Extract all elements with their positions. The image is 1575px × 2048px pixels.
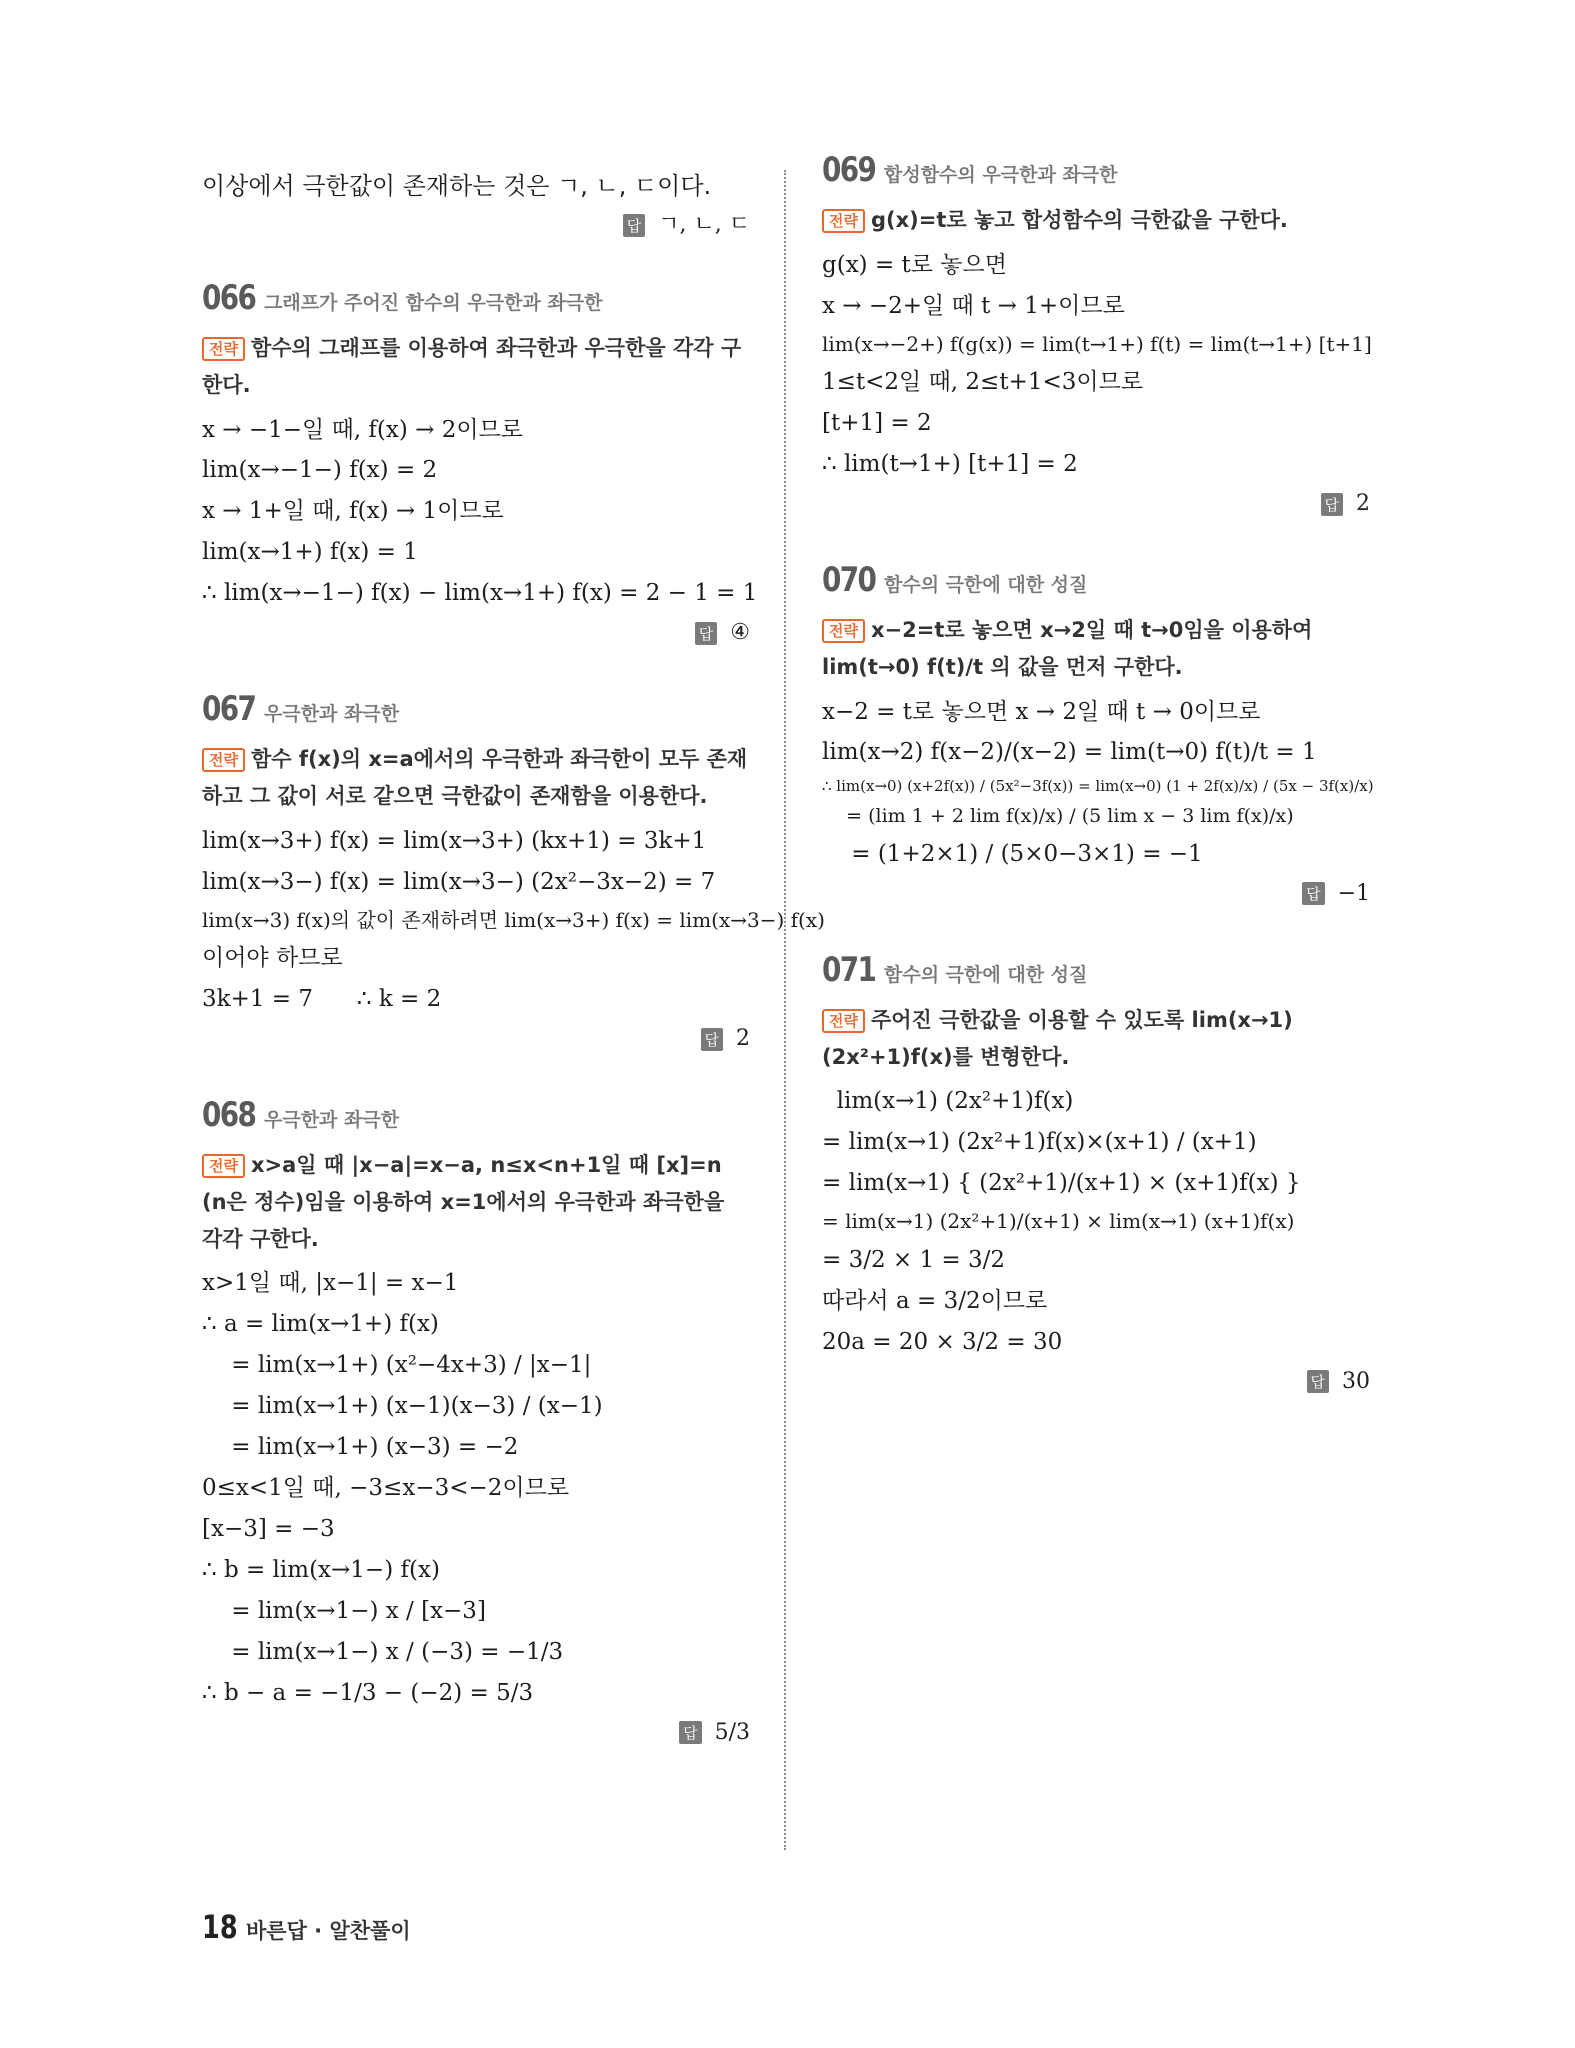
solution-line: x → −1−일 때, f(x) → 2이므로 <box>202 416 524 443</box>
solution-line: = lim(x→1+) (x²−4x+3) / |x−1| <box>202 1352 592 1379</box>
strategy-badge: 전략 <box>202 1154 245 1178</box>
solution-line: g(x) = t로 놓으면 <box>822 251 1007 278</box>
solution-line: x>1일 때, |x−1| = x−1 <box>202 1270 459 1297</box>
strategy-text <box>202 741 750 815</box>
problem-answer <box>822 1369 1370 1394</box>
solution-lines <box>202 410 758 615</box>
answer-value: ④ <box>730 620 750 646</box>
solution-lines <box>822 692 1374 875</box>
solution-lines <box>202 821 825 1020</box>
problem-header <box>202 1095 750 1135</box>
problem-number: 070 <box>822 560 876 601</box>
answer-value: −1 <box>1337 880 1370 906</box>
solution-line: lim(x→−2+) f(g(x)) = lim(t→1+) f(t) = lim(t→1+) [t+1] <box>822 331 1372 356</box>
strategy-text <box>822 202 1370 239</box>
solution-line: 따라서 a = 3/2이므로 <box>822 1287 1048 1314</box>
problem-header <box>822 560 1370 600</box>
problem-number: 066 <box>202 278 256 318</box>
problem-answer <box>202 1026 750 1051</box>
strategy-text <box>822 1002 1370 1076</box>
solution-line: 이어야 하므로 <box>202 945 343 972</box>
solution-line: lim(x→1) (2x²+1)f(x) <box>822 1088 1074 1115</box>
solution-line: ∴ lim(t→1+) [t+1] = 2 <box>822 451 1078 478</box>
problem-topic: 우극한과 좌극한 <box>264 1109 400 1132</box>
problem-070 <box>822 560 1374 906</box>
solution-line: ∴ b − a = −1/3 − (−2) = 5/3 <box>202 1679 534 1706</box>
problem-topic: 함수의 극한에 대한 성질 <box>884 574 1088 597</box>
solution-line: lim(x→1+) f(x) = 1 <box>202 539 418 566</box>
solution-line: x → −2+일 때 t → 1+이므로 <box>822 292 1125 319</box>
solution-line: lim(x→3+) f(x) = lim(x→3+) (kx+1) = 3k+1 <box>202 827 707 854</box>
solution-line: = lim(x→1) { (2x²+1)/(x+1) × (x+1)f(x) } <box>822 1170 1301 1197</box>
answer-value: 5/3 <box>714 1719 750 1745</box>
solution-line: = 3/2 × 1 = 3/2 <box>822 1246 1006 1273</box>
solution-line: 0≤x<1일 때, −3≤x−3<−2이므로 <box>202 1474 570 1501</box>
problem-number: 071 <box>822 949 876 990</box>
problem-topic: 그래프가 주어진 함수의 우극한과 좌극한 <box>264 292 603 314</box>
problem-number: 067 <box>202 689 256 730</box>
strategy-text <box>202 1147 750 1257</box>
problem-answer <box>822 881 1370 906</box>
strategy-body: g(x)=t로 놓고 합성함수의 극한값을 구한다. <box>870 208 1288 232</box>
strategy-body: 함수의 그래프를 이용하여 좌극한과 우극한을 각각 구한다. <box>202 336 742 397</box>
solution-line: = (1+2×1) / (5×0−3×1) = −1 <box>822 840 1203 867</box>
answer-badge: 답 <box>1302 882 1325 905</box>
solution-line: = lim(x→1−) x / [x−3] <box>202 1597 486 1624</box>
answer-badge: 답 <box>1307 1370 1330 1393</box>
solution-line: 1≤t<2일 때, 2≤t+1<3이므로 <box>822 369 1144 396</box>
problem-number: 069 <box>822 150 876 190</box>
problem-number: 068 <box>202 1095 256 1136</box>
left-column <box>202 150 825 1789</box>
solution-line: = lim(x→1) (2x²+1)f(x)×(x+1) / (x+1) <box>822 1129 1257 1156</box>
strategy-badge: 전략 <box>822 209 865 233</box>
solution-line: = lim(x→1+) (x−1)(x−3) / (x−1) <box>202 1393 603 1420</box>
solution-line: lim(x→2) f(x−2)/(x−2) = lim(t→0) f(t)/t = 1 <box>822 739 1317 766</box>
solution-lines <box>202 1263 750 1713</box>
strategy-body: 주어진 극한값을 이용할 수 있도록 lim(x→1) (2x²+1)f(x)를 변형한다. <box>822 1007 1293 1069</box>
right-column <box>822 150 1374 1438</box>
strategy-body: x>a일 때 |x−a|=x−a, n≤x<n+1일 때 [x]=n (n은 정수)임을 이용하여 x=1에서의 우극한과 좌극한을 각각 구한다. <box>202 1153 725 1251</box>
answer-badge: 답 <box>701 1028 724 1051</box>
problem-071 <box>822 950 1370 1394</box>
strategy-body: x−2=t로 놓으면 x→2일 때 t→0임을 이용하여 lim(t→0) f(t)/t 의 값을 먼저 구한다. <box>822 618 1313 679</box>
strategy-text <box>822 612 1370 686</box>
solution-line: ∴ b = lim(x→1−) f(x) <box>202 1556 440 1583</box>
problem-header <box>822 150 1370 190</box>
problem-068 <box>202 1095 750 1745</box>
page-footer <box>202 1908 411 1946</box>
solution-line: 20a = 20 × 3/2 = 30 <box>822 1328 1063 1355</box>
solution-line: 3k+1 = 7 ∴ k = 2 <box>202 986 442 1013</box>
problem-069 <box>822 150 1370 516</box>
solution-line: [x−3] = −3 <box>202 1515 335 1542</box>
problem-067 <box>202 689 825 1052</box>
solution-line: ∴ lim(x→−1−) f(x) − lim(x→1+) f(x) = 2 − 1 = 1 <box>202 580 758 607</box>
answer-value: 30 <box>1342 1368 1370 1394</box>
solution-line: lim(x→3) f(x)의 값이 존재하려면 lim(x→3+) f(x) = lim(x→3−) f(x) <box>202 907 825 932</box>
answer-value: ㄱ, ㄴ, ㄷ <box>658 212 750 237</box>
answer-value: 2 <box>1356 491 1370 517</box>
strategy-text <box>202 330 750 404</box>
strategy-badge: 전략 <box>822 619 865 643</box>
answer-badge: 답 <box>1321 493 1344 516</box>
solution-line: [t+1] = 2 <box>822 410 932 437</box>
solution-lines <box>822 245 1370 485</box>
solution-line: = lim(x→1−) x / (−3) = −1/3 <box>202 1638 564 1665</box>
problem-topic: 우극한과 좌극한 <box>264 703 400 726</box>
answer-badge: 답 <box>695 622 718 645</box>
solution-line: lim(x→3−) f(x) = lim(x→3−) (2x²−3x−2) = 7 <box>202 868 716 895</box>
problem-header <box>202 689 750 729</box>
answer-badge: 답 <box>623 214 646 237</box>
strategy-badge: 전략 <box>202 337 245 361</box>
solution-line: = (lim 1 + 2 lim f(x)/x) / (5 lim x − 3 lim f(x)/x) <box>822 805 1294 828</box>
problem-header <box>822 950 1370 990</box>
strategy-body: 함수 f(x)의 x=a에서의 우극한과 좌극한이 모두 존재하고 그 값이 서로 같으면 극한값이 존재함을 이용한다. <box>202 747 748 808</box>
problem-topic: 함수의 극한에 대한 성질 <box>884 963 1088 986</box>
problem-header <box>202 278 750 318</box>
solution-line: x−2 = t로 놓으면 x → 2일 때 t → 0이므로 <box>822 698 1261 725</box>
solution-line: = lim(x→1+) (x−3) = −2 <box>202 1434 519 1461</box>
page-number: 18 <box>202 1908 238 1946</box>
column-divider <box>784 170 786 1850</box>
solution-line: lim(x→−1−) f(x) = 2 <box>202 457 438 484</box>
problem-answer <box>202 620 750 645</box>
strategy-badge: 전략 <box>202 748 245 772</box>
solution-line: = lim(x→1) (2x²+1)/(x+1) × lim(x→1) (x+1)f(x) <box>822 1209 1295 1234</box>
intro-text: 이상에서 극한값이 존재하는 것은 ㄱ, ㄴ, ㄷ이다. <box>202 172 712 200</box>
problem-answer <box>202 1720 750 1745</box>
solution-lines <box>822 1081 1370 1362</box>
problem-066 <box>202 278 758 646</box>
solution-line: ∴ lim(x→0) (x+2f(x)) / (5x²−3f(x)) = lim(x→0) (1 + 2f(x)/x) / (5x − 3f(x)/x) <box>822 777 1374 796</box>
intro-answer <box>202 207 750 238</box>
strategy-badge: 전략 <box>822 1009 865 1033</box>
solution-line: ∴ a = lim(x→1+) f(x) <box>202 1311 439 1338</box>
problem-answer <box>822 491 1370 516</box>
problem-topic: 합성함수의 우극한과 좌극한 <box>884 164 1118 186</box>
answer-value: 2 <box>736 1026 750 1052</box>
answer-badge: 답 <box>679 1721 702 1744</box>
solution-line: x → 1+일 때, f(x) → 1이므로 <box>202 498 504 525</box>
book-title: 바른답 · 알찬풀이 <box>246 1919 411 1943</box>
